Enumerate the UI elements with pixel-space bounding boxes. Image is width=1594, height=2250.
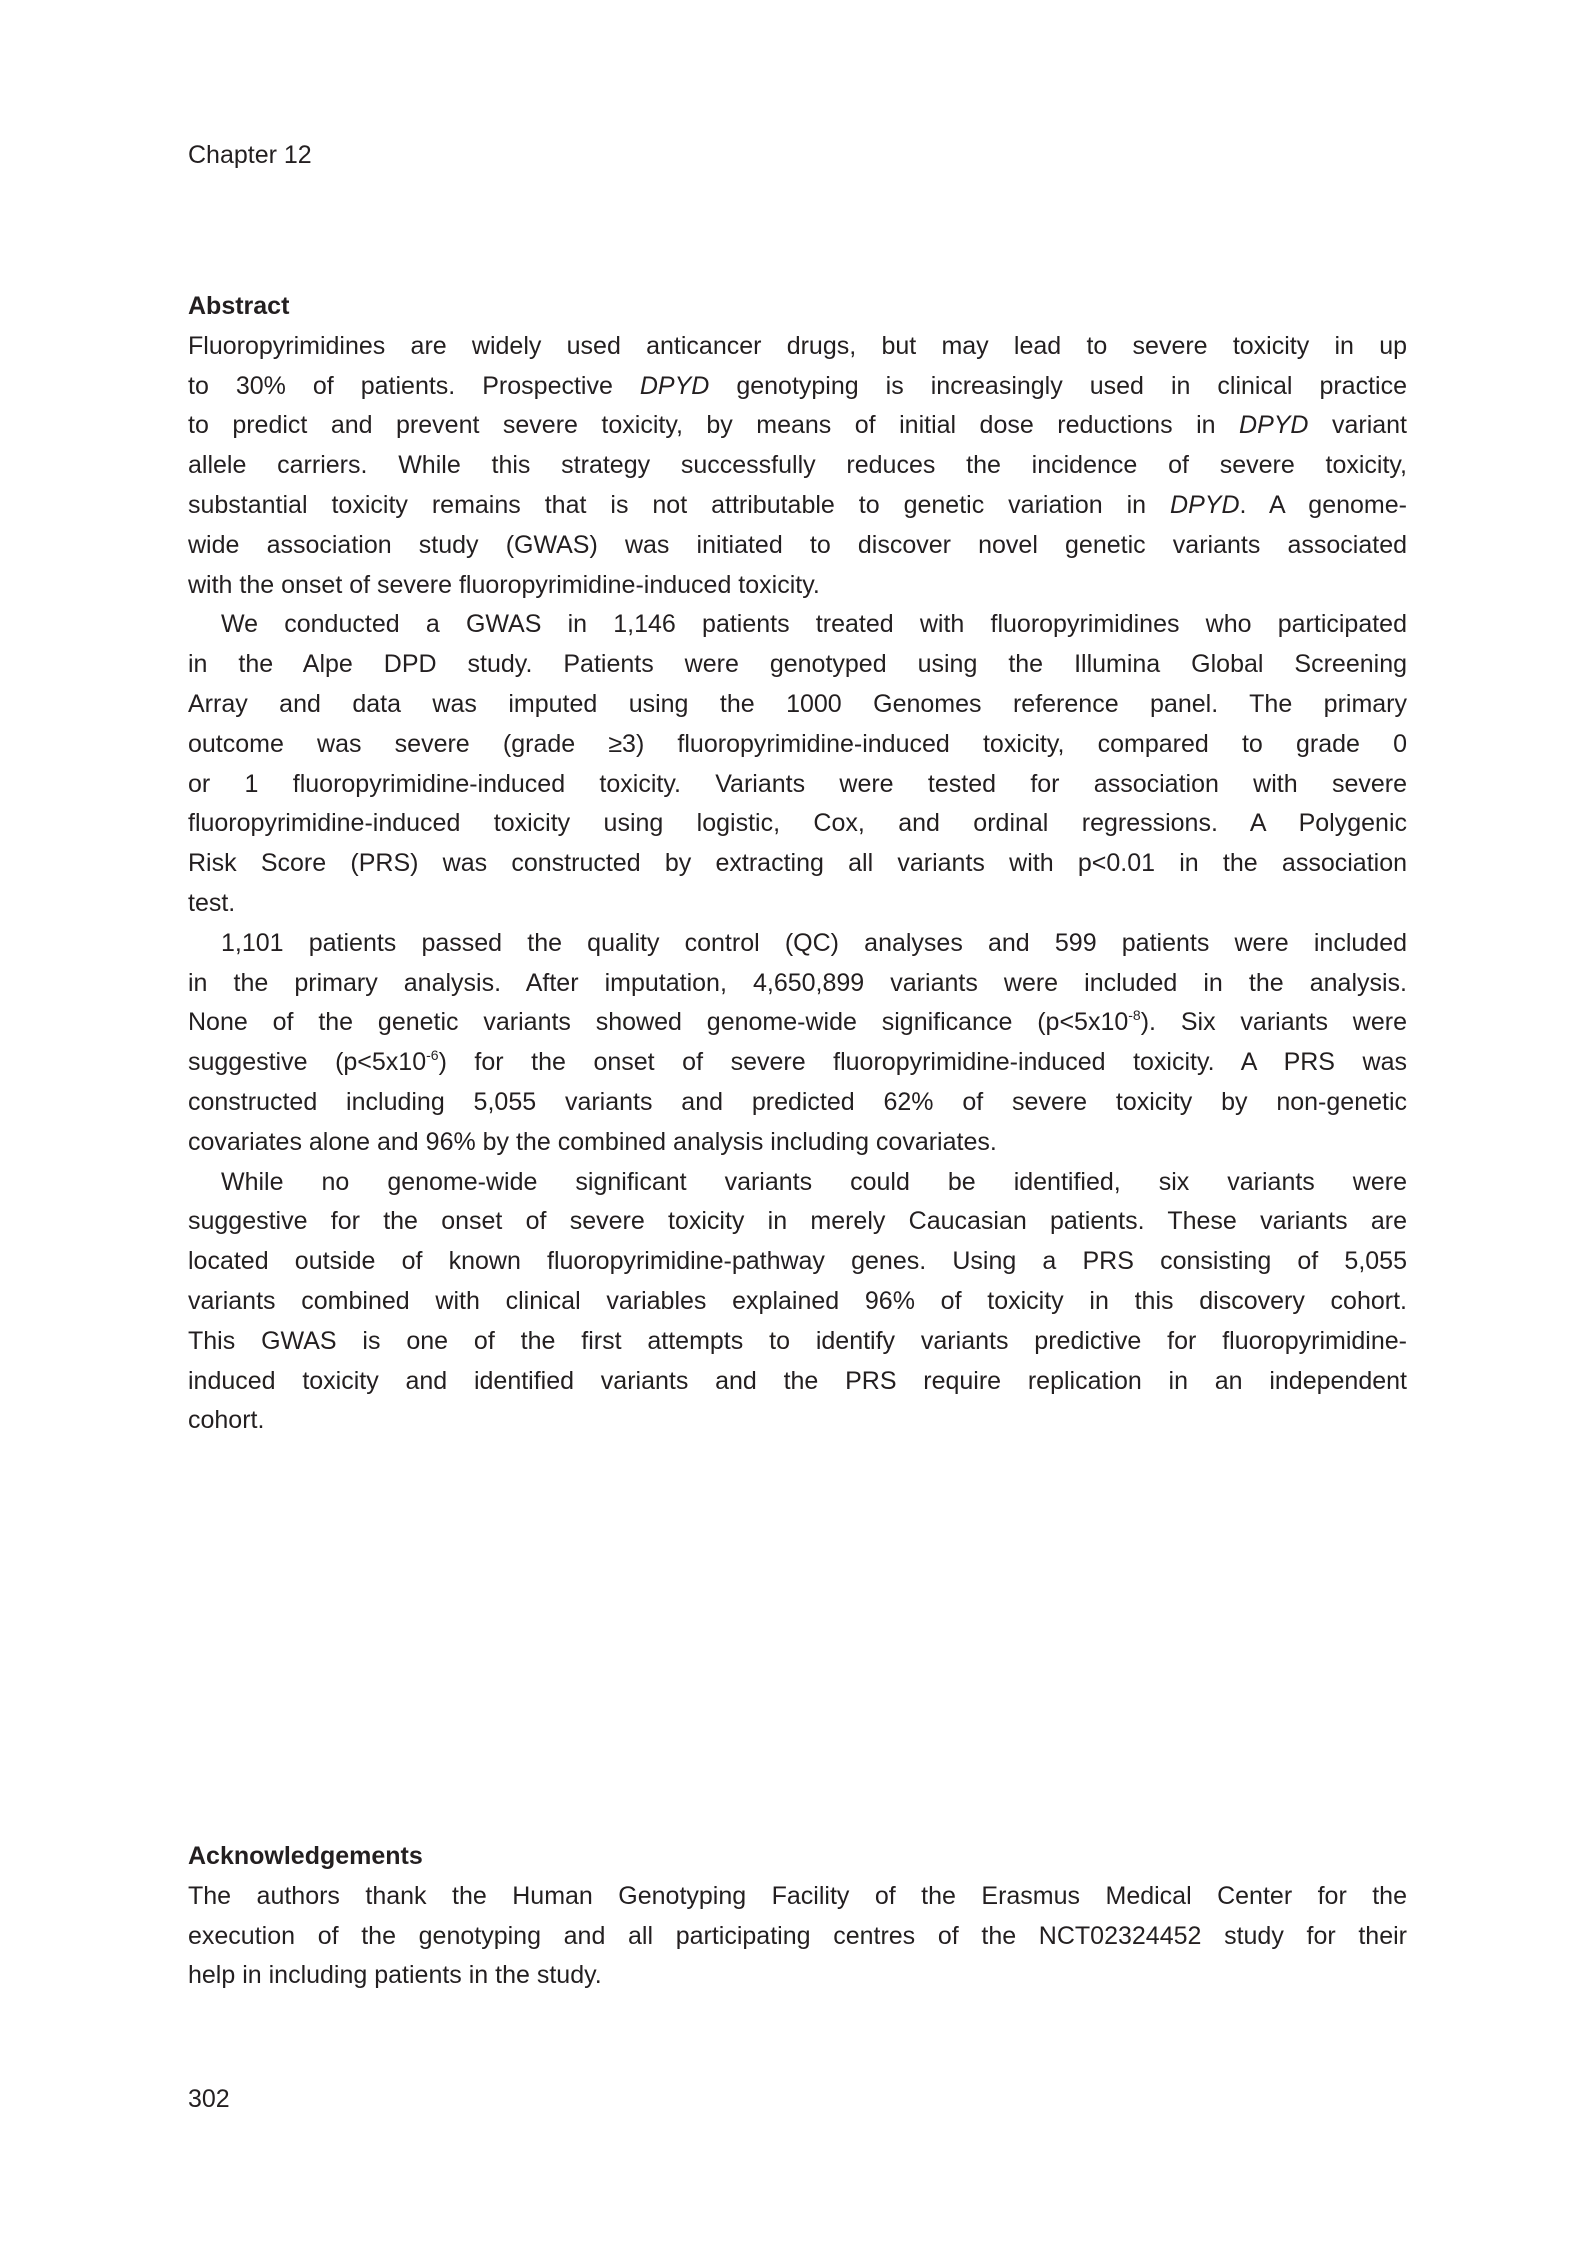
text-line [188,1877,1407,1917]
page-number: 302 [188,2085,230,2113]
text-segment: constructed including 5,055 variants and predicted 62% of severe toxicity by non-genetic [188,1087,1407,1116]
text-segment: in the Alpe DPD study. Patients were genotyped using the Illumina Global Screening [188,650,1407,679]
text-line [188,1401,1407,1441]
text-segment: ). Six variants were [1140,1008,1407,1037]
text-line [188,367,1407,407]
text-segment: genotyping is increasingly used in clinical practice [709,371,1407,400]
text-segment: None of the genetic variants showed genome-wide significance (p<5x10 [188,1008,1129,1037]
text-line [188,1123,1407,1163]
text-line [188,1362,1407,1402]
text-segment: . A genome- [1239,490,1407,519]
text-line [188,566,1407,606]
text-line [188,844,1407,884]
text-segment: suggestive (p<5x10 [188,1048,427,1077]
text-line [188,645,1407,685]
text-line [188,1083,1407,1123]
text-segment: Risk Score (PRS) was constructed by extracting all variants with p<0.01 in the association [188,849,1407,878]
text-segment: wide association study (GWAS) was initiated to discover novel genetic variants associated [188,530,1407,559]
text-line [188,1202,1407,1242]
text-line [188,486,1407,526]
text-segment: cohort. [188,1406,265,1435]
text-segment: Fluoropyrimidines are widely used anticancer drugs, but may lead to severe toxicity in up [188,331,1407,360]
gene-name: DPYD [1170,490,1240,519]
chapter-header: Chapter 12 [188,141,312,169]
paragraph [188,605,1407,923]
text-segment: test. [188,888,236,917]
text-line [188,725,1407,765]
acknowledgements-heading: Acknowledgements [188,1842,423,1870]
text-segment: fluoropyrimidine-induced toxicity using logistic, Cox, and ordinal regressions. A Polygenic [188,809,1407,838]
paragraph [188,327,1407,606]
text-segment: help in including patients in the study. [188,1961,602,1990]
text-line [188,526,1407,566]
text-line [188,1322,1407,1362]
abstract-body [188,327,1407,1441]
text-line [188,765,1407,805]
text-line [188,924,1407,964]
text-line [188,1003,1407,1043]
text-line [188,406,1407,446]
paragraph [188,1877,1407,1996]
text-segment: 1,101 patients passed the quality control (QC) analyses and 599 patients were included [221,928,1407,957]
text-line [188,327,1407,367]
abstract-section [188,287,1407,1441]
text-segment: or 1 fluoropyrimidine-induced toxicity. Variants were tested for association with severe [188,769,1407,798]
text-line [188,964,1407,1004]
text-segment: outcome was severe (grade ≥3) fluoropyrimidine-induced toxicity, compared to grade 0 [188,729,1407,758]
text-segment: ) for the onset of severe fluoropyrimidine-induced toxicity. A PRS was [438,1048,1407,1077]
text-segment: execution of the genotyping and all participating centres of the NCT02324452 study for their [188,1921,1407,1950]
text-line [188,685,1407,725]
paragraph [188,924,1407,1163]
text-line [188,884,1407,924]
text-line [188,1242,1407,1282]
text-line [188,804,1407,844]
text-segment: with the onset of severe fluoropyrimidine-induced toxicity. [188,570,820,599]
text-line [188,446,1407,486]
abstract-heading: Abstract [188,292,290,320]
paragraph [188,1163,1407,1442]
text-segment: induced toxicity and identified variants and the PRS require replication in an independent [188,1366,1407,1395]
text-segment: While no genome-wide significant variants could be identified, six variants were [221,1167,1407,1196]
text-segment: This GWAS is one of the first attempts to identify variants predictive for fluoropyrimidine- [188,1326,1407,1355]
gene-name: DPYD [1239,411,1309,440]
text-segment: The authors thank the Human Genotyping Facility of the Erasmus Medical Center for the [188,1881,1407,1910]
text-segment: variants combined with clinical variables explained 96% of toxicity in this discovery cohort. [188,1286,1407,1315]
gene-name: DPYD [639,371,710,400]
text-segment: suggestive for the onset of severe toxicity in merely Caucasian patients. These variants are [188,1207,1407,1236]
text-segment: Array and data was imputed using the 1000 Genomes reference panel. The primary [188,689,1407,718]
text-line [188,605,1407,645]
acknowledgements-body [188,1877,1407,1996]
text-line [188,1917,1407,1957]
text-segment: We conducted a GWAS in 1,146 patients treated with fluoropyrimidines who participated [221,610,1407,639]
acknowledgements-section [188,1837,1407,1996]
text-segment: variant [1308,411,1407,440]
superscript: -8 [1128,1007,1141,1024]
text-segment: covariates alone and 96% by the combined analysis including covariates. [188,1127,997,1156]
text-segment: to predict and prevent severe toxicity, by means of initial dose reductions in [188,411,1240,440]
text-segment: allele carriers. While this strategy successfully reduces the incidence of severe toxicity, [188,451,1407,480]
superscript: -6 [426,1047,439,1064]
text-segment: to 30% of patients. Prospective [188,371,640,400]
text-segment: located outside of known fluoropyrimidine-pathway genes. Using a PRS consisting of 5,055 [188,1247,1407,1276]
text-line [188,1956,1407,1996]
text-line [188,1282,1407,1322]
text-segment: in the primary analysis. After imputation, 4,650,899 variants were included in the analysis. [188,968,1407,997]
text-segment: substantial toxicity remains that is not attributable to genetic variation in [188,490,1171,519]
text-line [188,1163,1407,1203]
text-line [188,1043,1407,1083]
